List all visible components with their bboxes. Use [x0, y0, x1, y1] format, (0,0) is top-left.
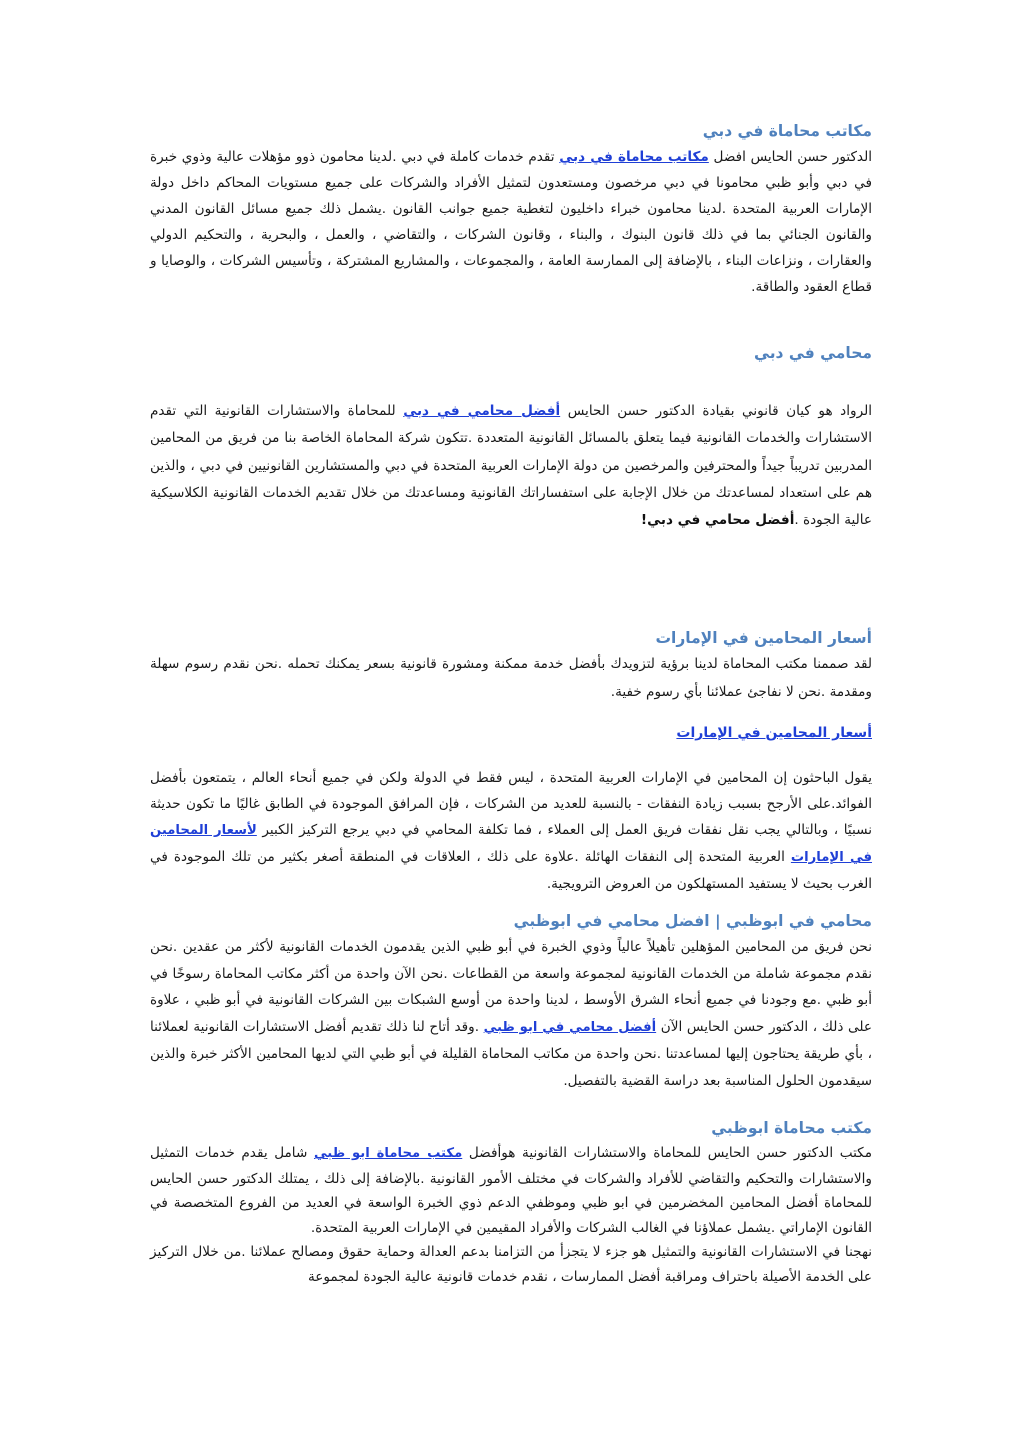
section-paragraph — [150, 765, 872, 897]
keyword-link[interactable]: أفضل محامي في ابو ظبي — [483, 1019, 657, 1035]
section-paragraph — [150, 934, 872, 1095]
paragraph-text: نحن فريق من المحامين المؤهلين تأهيلاً عالياً وذوي الخبرة في أبو ظبي الذين يقدمون الخدمات القانونية لأكثر من عقدين .نحن نقدم مجموعة شاملة من الخدمات القانونية لمجموعة واسعة من القطاعات .نحن الآن واحدة من أكثر مكاتب المحاماة رسوخًا في أبو ظبي .مع وجودنا في جميع أنحاء الشرق الأوسط ، لدينا واحدة من أوسع الشبكات بين الشركات القانونية في أبو ظبي ، علاوة على ذلك ، الدكتور حسن الحايس الآن — [150, 939, 872, 1035]
paragraph-text: الدكتور حسن الحايس افضل — [708, 149, 872, 165]
section-heading: مكتب محاماة ابوظبي — [711, 1119, 872, 1137]
section-law-office-abudhabi — [150, 1115, 872, 1290]
section-paragraph — [150, 398, 872, 534]
paragraph-text: مكتب الدكتور حسن الحايس للمحاماة والاستشارات القانونية هوأفضل — [462, 1145, 872, 1161]
paragraph-text: الرواد هو كيان قانوني بقيادة الدكتور حسن الحايس — [560, 403, 872, 419]
section-paragraph — [150, 1141, 872, 1240]
closing-tagline: أفضل محامي في دبي! — [640, 512, 795, 529]
section-lawyer-fees — [150, 720, 872, 897]
section-law-firms-dubai — [150, 118, 872, 300]
keyword-link[interactable]: مكاتب محاماة في دبي — [559, 149, 709, 165]
section-lawyer-dubai — [150, 340, 872, 534]
section-heading: مكاتب محاماة في دبي — [702, 122, 872, 140]
paragraph-text: العربية المتحدة إلى النفقات الهائلة .علاوة على ذلك ، العلاقات في المنطقة أصغر بكثير من تلك الموجودة في الغرب بحيث لا يستفيد المستهلكون من العروض الترويجية. — [150, 849, 872, 892]
paragraph-text: تقدم خدمات كاملة في دبي .لدينا محامون ذوو مؤهلات عالية وذوي خبرة في دبي وأبو ظبي محامونا في دبي مرخصون ومستعدون لتمثيل الأفراد والشركات على جميع مستويات المحاكم داخل دولة الإمارات العربية المتحدة .لدينا محامون خبراء داخليون لتغطية جميع جوانب القانون .يشمل ذلك جميع مسائل القانون المدني والقانون الجنائي بما في ذلك قانون البنوك ، والبناء ، وقانون الشركات ، والتقاضي ، والعمل ، والبحرية ، والتحكيم الدولي والعقارات ، ونزاعات البناء ، بالإضافة إلى الممارسة العامة ، والمجموعات ، والمشاريع المشتركة ، وتأسيس الشركات ، والوصايا و قطاع العقود والطاقة. — [150, 149, 872, 295]
keyword-link[interactable]: مكتب محاماة ابو ظبي — [313, 1146, 463, 1161]
keyword-link[interactable]: أفضل محامي في دبي — [403, 403, 561, 419]
section-heading: أسعار المحامين في الإمارات — [655, 629, 872, 647]
section-lawyer-fees-intro — [150, 625, 872, 706]
paragraph-text: شامل يقدم خدمات التمثيل والاستشارات والتحكيم والتقاضي للأفراد والشركات في مختلف الأمور القانونية .بالإضافة إلى ذلك ، يمتلك الدكتور حسن الحايس للمحاماة أفضل المحامين المخضرمين في ابو ظبي وموظفي الدعم ذوي الخبرة الواسعة في العديد من الفروع المتخصصة في القانون الإماراتي .يشمل عملاؤنا في الغالب الشركات والأفراد المقيمين في الإمارات العربية المتحدة. — [150, 1145, 872, 1236]
paragraph-text: للمحاماة والاستشارات القانونية التي تقدم الاستشارات والخدمات القانونية فيما يتعلق بالمسائل القانونية المتعددة .تتكون شركة المحاماة الخاصة بنا من فريق من المحامين المدربين تدريباً جيداً والمحترفين والمرخصين من دولة الإمارات العربية المتحدة في دبي والمستشارين القانونيين في دبي ، والذين هم على استعداد لمساعدتك من خلال الإجابة على استفساراتك القانونية ومساعدتك من خلال تقديم الخدمات القانونية الكلاسيكية عالية الجودة . — [150, 403, 872, 529]
section-heading-link[interactable]: أسعار المحامين في الإمارات — [676, 725, 872, 741]
section-heading: محامي في ابوظبي | افضل محامي في ابوظبي — [513, 912, 872, 930]
section-lawyer-abudhabi — [150, 908, 872, 1095]
section-paragraph: نهجنا في الاستشارات القانونية والتمثيل هو جزء لا يتجزأ من التزامنا بدعم العدالة وحماية حقوق ومصالح عملائنا .من خلال التركيز على الخدمة الأصيلة باحتراف ومراقبة أفضل الممارسات ، نقدم خدمات قانونية عالية الجودة لمجموعة — [150, 1244, 872, 1285]
keyword-link[interactable]: لأسعار المحامين في الإمارات — [150, 823, 872, 865]
paragraph-text: يقول الباحثون إن المحامين في الإمارات العربية المتحدة ، ليس فقط في الدولة ولكن في جميع أنحاء العالم ، يتمتعون بأفضل الفوائد.على الأرجح بسبب زيادة النفقات - بالنسبة للعديد من الشركات ، فإن المرافق الموجودة في الطابق غاليًا ما تكون حديثة نسبيًا ، وبالتالي يجب نقل نفقات فريق العمل إلى العملاء ، فما تكلفة المحامي في دبي يرجع التركيز الكبير — [150, 770, 872, 838]
paragraph-text: .وقد أتاح لنا ذلك تقديم أفضل الاستشارات القانونية لعملائنا ، بأي طريقة يحتاجون إليها لمساعدتنا .نحن واحدة من مكاتب المحاماة القليلة في أبو ظبي التي لديها المحامين الأكثر خبرة والذين سيقدمون الحلول المناسبة بعد دراسة القضية بالتفصيل. — [150, 1018, 872, 1089]
section-heading: محامي في دبي — [754, 344, 872, 362]
section-paragraph: لقد صممنا مكتب المحاماة لدينا برؤية لتزويدك بأفضل خدمة ممكنة ومشورة قانونية بسعر يمكنك تحمله .نحن نقدم رسوم سهلة ومقدمة .نحن لا نفاجئ عملائنا بأي رسوم خفية. — [150, 656, 872, 700]
section-paragraph — [150, 144, 872, 300]
